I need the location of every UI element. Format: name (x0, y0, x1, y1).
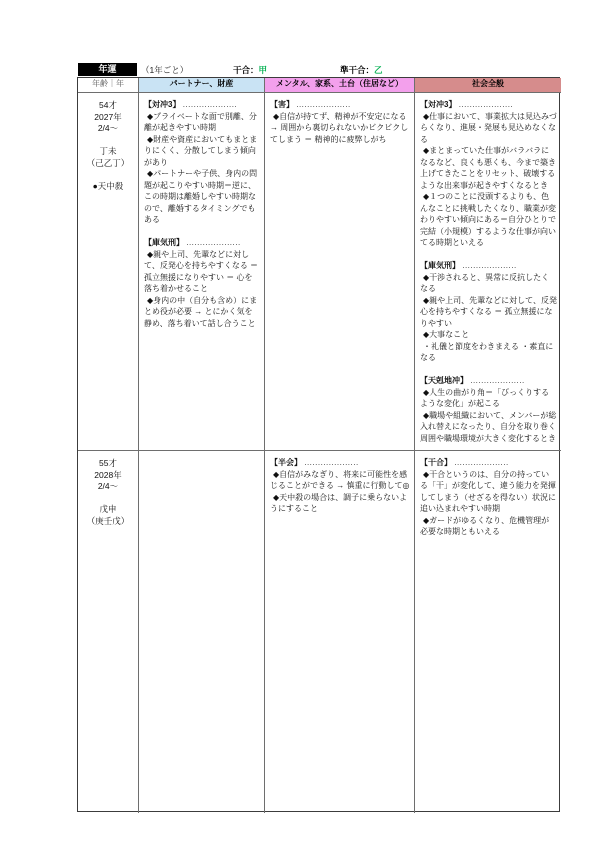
dotted-leader: .................... (186, 238, 241, 247)
bullet-item: ◆プライベートな面で別離、分離が起きやすい時期 (144, 111, 257, 132)
year-label: 2028年 (94, 469, 122, 480)
kangou-value: 甲 (258, 65, 268, 75)
column-header-society: 社会全般 (414, 78, 561, 92)
start-date-label: 2/4～ (97, 481, 119, 491)
fortune-section (420, 260, 557, 364)
hidden-stems-label: （庚壬戊） (86, 515, 130, 526)
section-heading: 【干合】 (420, 458, 452, 467)
bullet-item: ◆まとまっていた仕事がバラバラになるなど、良くも悪くも、今まで築き上げてきたことをリセット、破壊するような出来事が起きやすくなるとき (420, 146, 556, 190)
dotted-leader: .................... (462, 261, 517, 270)
kangou-field (233, 64, 267, 76)
age-cell-2027 (78, 92, 138, 450)
bullet-item: ◆１つのことに没頭するよりも、色んなことに挑戦したくなり、職業が変わりやすい傾向にある＝自分ひとりで完結（小規模）するような仕事が向いてる時期といえる (420, 192, 556, 247)
bullet-item: ◆干渉されると、異常に反抗したくなる (420, 272, 550, 293)
age-label: 55才 (99, 458, 117, 468)
tenchusatsu-mark: ●天中殺 (92, 180, 124, 191)
bullet-item: ◆仕事において、事業拡大は見込みづらくなり、進展・発展も見込めなくなる (420, 111, 557, 144)
fortune-section (270, 457, 410, 515)
page-title: 年運 (78, 63, 137, 76)
fortune-section (420, 375, 557, 444)
mental-cell-2027 (264, 92, 414, 450)
column-header-mental-family: メンタル、家系、土台（住居など） (264, 78, 414, 92)
bullet-item: ◆天中殺の場合は、調子に乗らないようにすること (270, 492, 408, 513)
kangou-label: 干合： (233, 65, 259, 75)
year-label: 2027年 (94, 111, 122, 122)
section-heading: 【半会】 (270, 458, 302, 467)
fortune-section (144, 237, 260, 329)
bullet-item: ◆職場や組織において、メンバーが総入れ替えになったり、自分を取り巻く周囲や職場環境が大きく変化するとき (420, 410, 557, 443)
partner-cell-2028 (138, 450, 264, 813)
bullet-item: ◆自信が持てず、精神が不安定になる → 周囲から裏切られないかビクビクしてしまう ＝ 精神的に疲弊しがち (270, 111, 409, 144)
mental-cell-2028 (264, 450, 414, 813)
dotted-leader: .................... (454, 458, 509, 467)
society-cell-2027 (414, 92, 561, 450)
jun-kangou-field (340, 64, 383, 76)
fortune-section (270, 99, 410, 145)
section-heading: 【対冲3】 (144, 100, 181, 109)
partner-cell-2027 (138, 92, 264, 450)
hidden-stems-label: （己乙丁） (86, 157, 130, 168)
kanshi-label: 戊申 (99, 504, 117, 514)
section-heading: 【天剋地冲】 (420, 376, 468, 385)
bullet-item: ◆身内の中（自分も含め）にまとめ役が必要 → とにかく気を静め、落ち着いて話し合うこと (144, 295, 258, 328)
society-cell-2028 (414, 450, 561, 813)
bullet-item: ◆人生の曲がり角＝「びっくりするような変化」が起こる (420, 387, 550, 408)
jun-kangou-value: 乙 (374, 65, 383, 75)
bullet-item: ◆自信がみなぎり、将来に可能性を感じることができる → 慎重に行動して◎ (270, 469, 410, 490)
year-fortune-table (77, 77, 560, 812)
bullet-item: ◆親や上司、先輩などに対して、反発心を持ちやすくなる ＝ 孤立無援になりやすい ＝ 心を落ち着かせること (144, 249, 259, 293)
bullet-item: ◆財産や資産においてもまとまりにくく、分散してしまう傾向があり (144, 134, 258, 167)
jun-kangou-label: 準干合： (340, 65, 375, 75)
bullet-item: ◆大事なこと (423, 330, 470, 339)
section-heading: 【害】 (270, 100, 294, 109)
section-heading: 【庫気刑】 (420, 261, 460, 270)
dotted-leader: .................... (304, 458, 359, 467)
section-heading: 【対冲3】 (420, 100, 457, 109)
dotted-leader: .................... (182, 100, 238, 109)
dotted-leader: .................... (296, 100, 351, 109)
bullet-item: ◆パートナーや子供、身内の問題が起こりやすい時期＝逆に、この時期は離婚しやすい時期なので、離婚するタイミングでもある (144, 169, 258, 224)
start-date-label: 2/4～ (97, 123, 119, 133)
age-label: 54才 (99, 100, 117, 110)
fortune-section (420, 99, 557, 249)
column-header-partner-assets: パートナー、財産 (138, 78, 264, 92)
fortune-section (420, 457, 557, 538)
bullet-item: ◆親や上司、先輩などに対して、反発心を持ちやすくなる ＝ 孤立無援になりやすい (420, 295, 557, 328)
period-note: （1年ごと） (141, 65, 189, 75)
sheet-header (77, 63, 560, 77)
column-header-age-year: 年齢｜年 (78, 78, 138, 92)
bullet-item: ◆干合というのは、自分の持っている「干」が変化して、違う能力を発揮してしまう（せざるを得ない）状況に追い込まれやすい時期 (420, 469, 556, 513)
bullet-item: ◆ガードがゆるくなり、危機管理が必要な時期ともいえる (420, 515, 550, 536)
kanshi-label: 丁未 (99, 146, 117, 156)
section-heading: 【庫気刑】 (144, 238, 184, 247)
dotted-leader: .................... (458, 100, 514, 109)
bullet-item: ・礼儀と節度をわきまえる ・素直になる (420, 341, 554, 362)
dotted-leader: .................... (470, 376, 525, 385)
fortune-section (144, 99, 260, 226)
age-cell-2028 (78, 450, 138, 813)
